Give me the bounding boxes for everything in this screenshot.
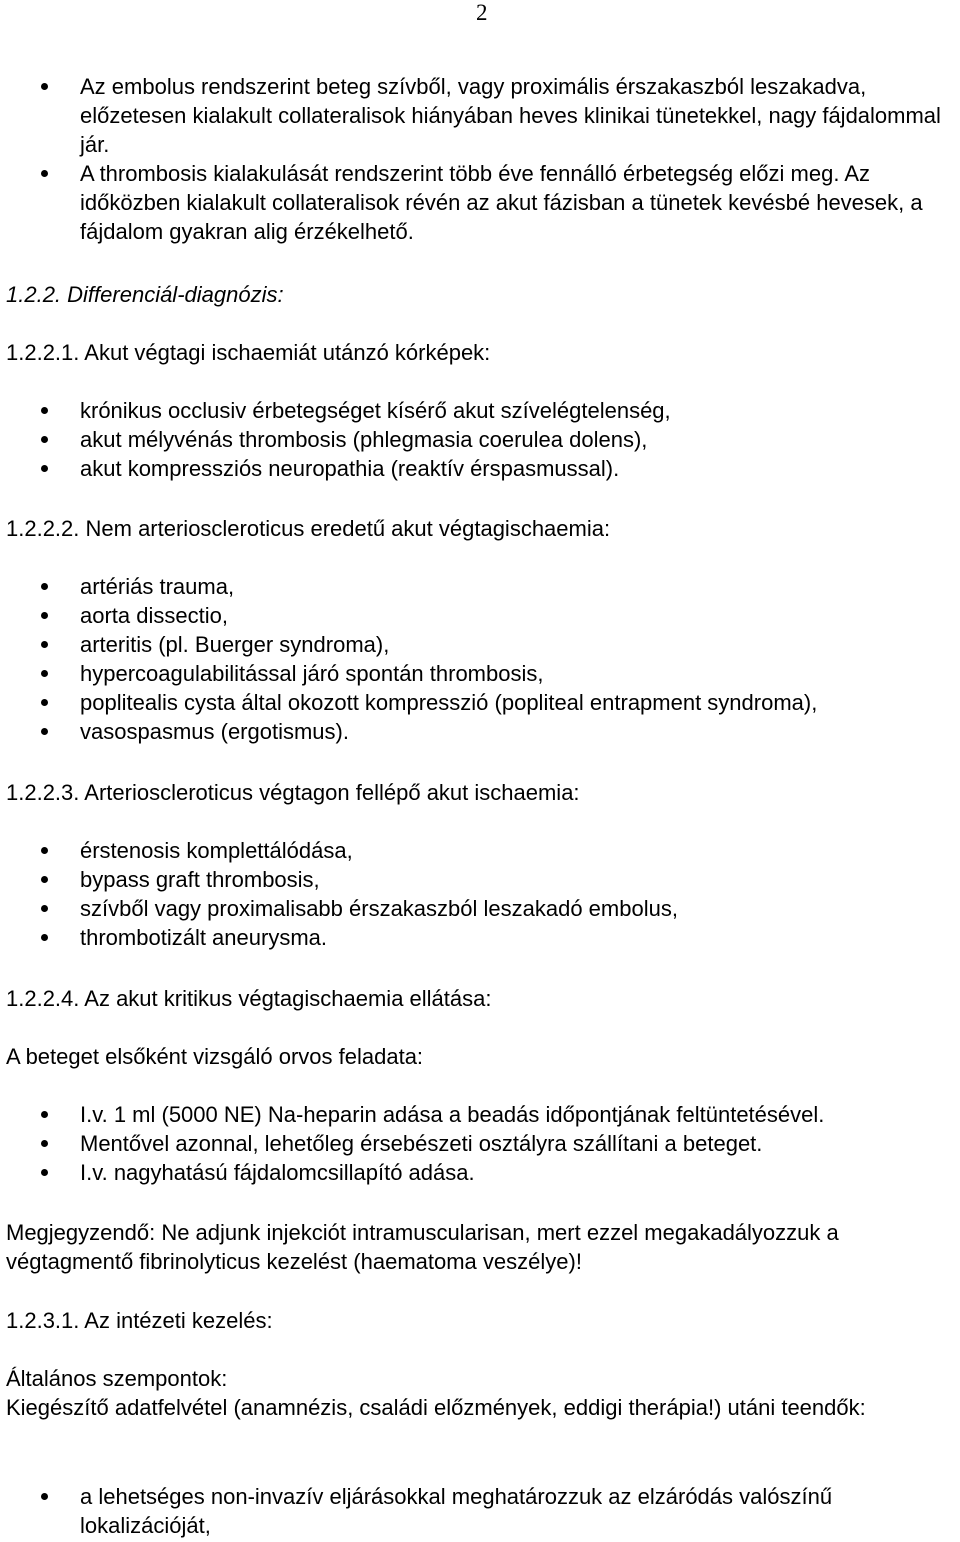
subsection-heading-2: 1.2.2.2. Nem arterioscleroticus eredetű akut végtagischaemia: — [6, 516, 611, 541]
list-item: Mentővel azonnal, lehetőleg érsebészeti osztályra szállítani a beteget. — [6, 1129, 954, 1158]
list-item: I.v. 1 ml (5000 NE) Na-heparin adása a beadás időpontjának feltüntetésével. — [6, 1100, 954, 1129]
general-heading: Általános szempontok: — [6, 1366, 228, 1391]
note-text: Megjegyzendő: Ne adjunk injekciót intramuscularisan, mert ezzel megakadályozzuk a végtagmentő fibrinolyticus kezelést (haematoma veszélye)! — [6, 1220, 839, 1274]
list-item: vasospasmus (ergotismus). — [6, 717, 954, 746]
list-item: A thrombosis kialakulását rendszerint több éve fennálló érbetegség előzi meg. Az időközben kialakult collateralisok révén az akut fázisban a tünetek kevésbé hevesek, a fájdalom gyakran alig érzékelhető. — [6, 159, 954, 246]
list-item: a lehetséges non-invazív eljárásokkal meghatározzuk az elzáródás valószínű lokalizációját, — [6, 1482, 954, 1540]
list-item: bypass graft thrombosis, — [6, 865, 954, 894]
intro-bullet-list — [6, 72, 954, 246]
list-item: hypercoagulabilitással járó spontán thrombosis, — [6, 659, 954, 688]
subsection-3-list — [6, 836, 954, 952]
subsection-2-list — [6, 572, 954, 746]
section-heading-differential: 1.2.2. Differenciál-diagnózis: — [6, 282, 284, 307]
list-item: szívből vagy proximalisabb érszakaszból leszakadó embolus, — [6, 894, 954, 923]
subsection-1-list-wrap — [6, 396, 954, 483]
general-block — [6, 1364, 954, 1422]
list-item: poplitealis cysta által okozott kompresszió (popliteal entrapment syndroma), — [6, 688, 954, 717]
subsection-4-list-wrap — [6, 1100, 954, 1187]
final-list — [6, 1482, 954, 1540]
list-item: I.v. nagyhatású fájdalomcsillapító adása. — [6, 1158, 954, 1187]
intro-section — [6, 72, 954, 246]
subsection-3-list-wrap — [6, 836, 954, 952]
list-item: thrombotizált aneurysma. — [6, 923, 954, 952]
list-item: aorta dissectio, — [6, 601, 954, 630]
subsection-1-list — [6, 396, 954, 483]
list-item: krónikus occlusiv érbetegséget kísérő akut szívelégtelenség, — [6, 396, 954, 425]
subsection-heading-3: 1.2.2.3. Arterioscleroticus végtagon fellépő akut ischaemia: — [6, 780, 580, 805]
list-item: Az embolus rendszerint beteg szívből, vagy proximális érszakaszból leszakadva, előzetesen kialakult collateralisok hiányában heves klinikai tünetekkel, nagy fájdalommal jár. — [6, 72, 954, 159]
page-number: 2 — [476, 0, 488, 25]
subsection-heading-4: 1.2.2.4. Az akut kritikus végtagischaemia ellátása: — [6, 986, 492, 1011]
section-heading-institutional: 1.2.3.1. Az intézeti kezelés: — [6, 1308, 273, 1333]
list-item: akut mélyvénás thrombosis (phlegmasia coerulea dolens), — [6, 425, 954, 454]
note-paragraph — [6, 1218, 954, 1276]
list-item: artériás trauma, — [6, 572, 954, 601]
subsection-4-lead: A beteget elsőként vizsgáló orvos feladata: — [6, 1044, 424, 1069]
list-item: érstenosis komplettálódása, — [6, 836, 954, 865]
subsection-4-list — [6, 1100, 954, 1187]
list-item: akut kompressziós neuropathia (reaktív érspasmussal). — [6, 454, 954, 483]
general-text: Kiegészítő adatfelvétel (anamnézis, családi előzmények, eddigi therápia!) utáni teendők: — [6, 1395, 866, 1420]
subsection-2-list-wrap — [6, 572, 954, 746]
list-item: arteritis (pl. Buerger syndroma), — [6, 630, 954, 659]
subsection-heading-1: 1.2.2.1. Akut végtagi ischaemiát utánzó kórképek: — [6, 340, 491, 365]
final-list-wrap — [6, 1482, 954, 1540]
